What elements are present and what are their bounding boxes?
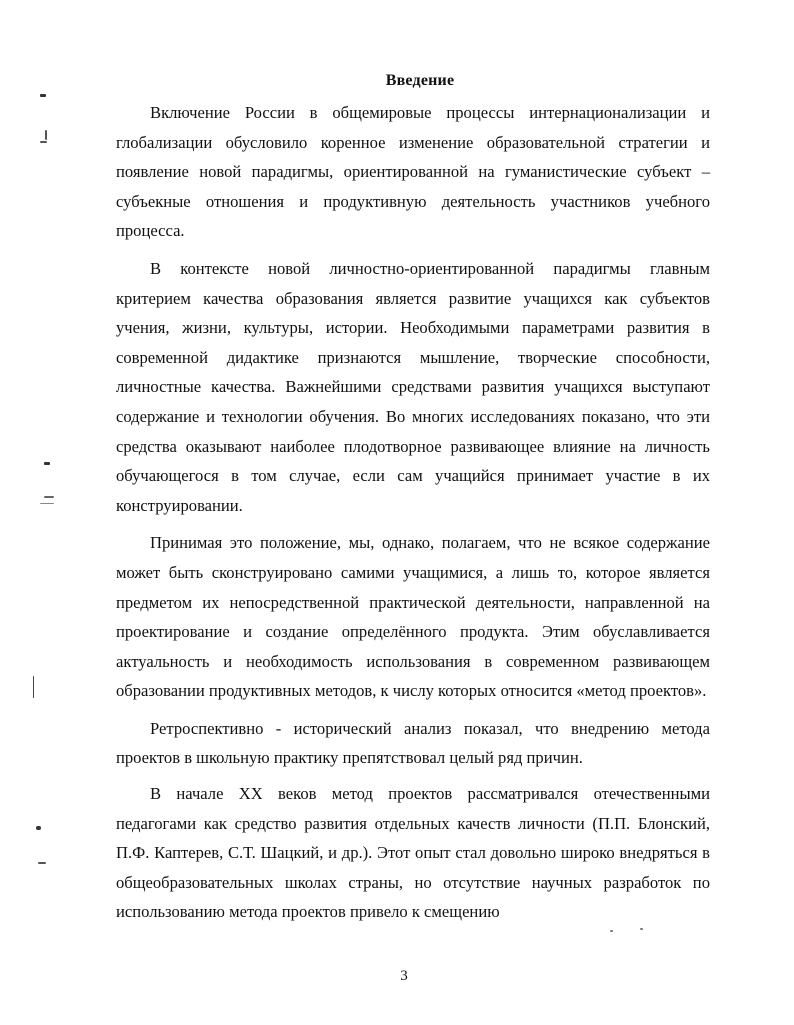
scan-artifact [44, 496, 54, 498]
paragraph-4: Ретроспективно - исторический анализ показал, что внедрению метода проектов в школьную практику препятствовал целый ряд причин. [116, 718, 710, 768]
paragraph-3: Принимая это положение, мы, однако, полагаем, что не всякое содержание может быть сконструировано самими учащимися, а лишь то, которое является предметом их непосредственной практической деятельности, направленной на проектирование и создание определённого продукта. Этим обуславливается актуальность и необходимость использования в современном развивающем образовании продуктивных методов, к числу которых относится «метод проектов». [116, 533, 710, 701]
page-number: 3 [400, 968, 408, 984]
scan-artifact [45, 130, 47, 140]
section-heading: Введение [385, 72, 455, 89]
paragraph-2: В контексте новой личностно-ориентированной парадигмы главным критерием качества образования является развитие учащихся как субъектов учения, жизни, культуры, истории. Необходимыми параметрами развития в современной дидактике признаются мышление, творческие способности, личностные качества. Важнейшими средствами развития учащихся выступают содержание и технологии обучения. Во многих исследованиях показано, что эти средства оказывают наиболее плодотворное развивающее влияние на личность обучающегося в том случае, если сам учащийся принимает участие в их конструировании. [116, 258, 710, 515]
scan-artifact [33, 676, 34, 698]
scan-artifact [38, 862, 46, 864]
scan-artifact [40, 141, 47, 143]
scan-artifact [40, 503, 54, 504]
scan-artifact [36, 826, 41, 830]
paragraph-1: Включение России в общемировые процессы интернационализации и глобализации обусловило коренное изменение образовательной стратегии и появление новой парадигмы, ориентированной на гуманистические субъект – субъекные отношения и продуктивную деятельность участников учебного процесса. [116, 103, 710, 241]
scan-artifact [44, 462, 50, 465]
scan-artifact [640, 928, 643, 930]
scan-artifact [40, 94, 46, 97]
body-text [116, 98, 710, 935]
scan-artifact [610, 930, 613, 932]
paragraph-5: В начале XX веков метод проектов рассматривался отечественными педагогами как средство развития отдельных качеств личности (П.П. Блонский, П.Ф. Каптерев, С.Т. Шацкий, и др.). Этот опыт стал довольно широко внедряться в общеобразовательных школах страны, но отсутствие научных разработок по использованию метода проектов привело к смещению [116, 784, 710, 922]
